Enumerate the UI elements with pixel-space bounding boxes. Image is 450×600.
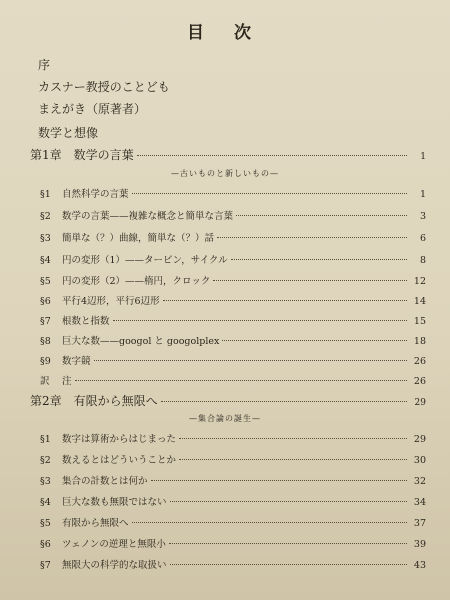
leader-dots xyxy=(132,522,407,523)
section-number: §5 xyxy=(40,518,51,529)
leader-dots xyxy=(217,237,407,238)
toc-entry xyxy=(40,353,426,367)
toc-entry xyxy=(40,473,426,487)
section-title: 平行4辺形，平行6辺形 xyxy=(62,296,160,307)
leader-dots xyxy=(151,480,407,481)
leader-dots xyxy=(179,459,407,460)
section-title: 根数と指数 xyxy=(62,316,110,327)
chapter-title: 第1章 数学の言葉 xyxy=(30,148,134,162)
chapter-title: 第2章 有限から無限へ xyxy=(30,394,158,408)
chapter-1-subtitle: —古いものと新しいもの— xyxy=(171,169,279,178)
leader-dots xyxy=(236,215,407,216)
chapter-2-subtitle: —集合論の誕生— xyxy=(189,414,261,423)
section-number: 訳 xyxy=(40,376,50,387)
section-number: §1 xyxy=(40,434,51,445)
leader-dots xyxy=(179,438,407,439)
section-title: 数字は算術からはじまった xyxy=(62,434,177,445)
section-title: 数字競 xyxy=(62,356,91,367)
toc-entry xyxy=(40,313,426,327)
leader-dots xyxy=(213,280,407,281)
section-number: §3 xyxy=(40,233,51,244)
section-title: 円の変形（1）——タービン，サイクル xyxy=(62,255,228,266)
section-number: §3 xyxy=(40,476,51,487)
leader-dots xyxy=(94,360,407,361)
section-title: 有限から無限へ xyxy=(62,518,129,529)
page-number: 26 xyxy=(413,356,426,367)
leader-dots xyxy=(222,340,407,341)
front-item-preface: 序 xyxy=(38,58,51,72)
section-title: 数学の言葉——複雑な概念と簡単な言葉 xyxy=(62,211,234,222)
leader-dots xyxy=(170,501,407,502)
page-number: 32 xyxy=(413,476,426,487)
section-number: §7 xyxy=(40,316,51,327)
front-item-foreword: まえがき（原著者） xyxy=(38,102,147,116)
front-item-math-imagination: 数学と想像 xyxy=(38,126,99,140)
page-number: 15 xyxy=(413,316,426,327)
section-number: §6 xyxy=(40,539,51,550)
section-title: ツェノンの逆理と無限小 xyxy=(62,539,166,550)
section-number: §4 xyxy=(40,255,51,266)
toc-entry xyxy=(40,557,426,571)
leader-dots xyxy=(170,564,407,565)
page-number: 1 xyxy=(420,152,426,162)
toc-entry xyxy=(40,230,426,244)
toc-entry xyxy=(40,515,426,529)
section-title: 簡単な（？）曲線，簡単な（？）話 xyxy=(62,233,215,244)
page-number: 43 xyxy=(413,560,426,571)
page-title: 目 次 xyxy=(187,23,263,43)
toc-entry xyxy=(40,333,426,347)
toc-entry xyxy=(40,431,426,445)
leader-dots xyxy=(132,193,407,194)
section-number: §5 xyxy=(40,276,51,287)
leader-dots xyxy=(75,380,407,381)
section-number: §2 xyxy=(40,211,51,222)
toc-entry xyxy=(40,452,426,466)
page-number: 29 xyxy=(414,398,426,408)
section-title: 注 xyxy=(62,376,72,387)
section-title: 円の変形（2）——楕円，クロック xyxy=(62,276,211,287)
toc-entry xyxy=(40,293,426,307)
page-number: 12 xyxy=(413,276,426,287)
page-number: 18 xyxy=(413,336,426,347)
section-number: §2 xyxy=(40,455,51,466)
toc-entry xyxy=(40,252,426,266)
leader-dots xyxy=(113,320,407,321)
section-number: §1 xyxy=(40,189,51,200)
page-number: 26 xyxy=(413,376,426,387)
leader-dots xyxy=(231,259,407,260)
toc-entry xyxy=(40,494,426,508)
section-title: 無限大の科学的な取扱い xyxy=(62,560,167,571)
page-number: 29 xyxy=(413,434,426,445)
section-title: 数えるとはどういうことか xyxy=(62,455,177,466)
section-title: 集合の計数とは何か xyxy=(62,476,148,487)
chapter-1-heading xyxy=(30,146,426,163)
section-title: 巨大な数も無限ではない xyxy=(62,497,167,508)
toc-entry xyxy=(40,373,426,387)
section-number: §6 xyxy=(40,296,51,307)
toc-entry xyxy=(40,208,426,222)
page-number: 1 xyxy=(419,189,426,200)
page-number: 30 xyxy=(413,455,426,466)
section-number: §4 xyxy=(40,497,51,508)
toc-entry xyxy=(40,273,426,287)
section-number: §8 xyxy=(40,336,51,347)
page-number: 8 xyxy=(419,255,426,266)
leader-dots xyxy=(169,543,407,544)
chapter-2-heading xyxy=(30,392,426,409)
leader-dots xyxy=(137,155,407,156)
page-number: 34 xyxy=(413,497,426,508)
toc-entry xyxy=(40,536,426,550)
page-number: 3 xyxy=(419,211,426,222)
section-number: §9 xyxy=(40,356,51,367)
page-number: 6 xyxy=(419,233,426,244)
section-number: §7 xyxy=(40,560,51,571)
section-title: 自然科学の言葉 xyxy=(62,189,129,200)
toc-entry xyxy=(40,186,426,200)
front-item-kasner: カスナー教授のことども xyxy=(38,80,170,94)
page-number: 39 xyxy=(413,539,426,550)
page-number: 14 xyxy=(413,296,426,307)
page-number: 37 xyxy=(413,518,426,529)
leader-dots xyxy=(163,300,407,301)
section-title: 巨大な数——googol と googolplex xyxy=(62,336,220,347)
leader-dots xyxy=(161,401,407,402)
